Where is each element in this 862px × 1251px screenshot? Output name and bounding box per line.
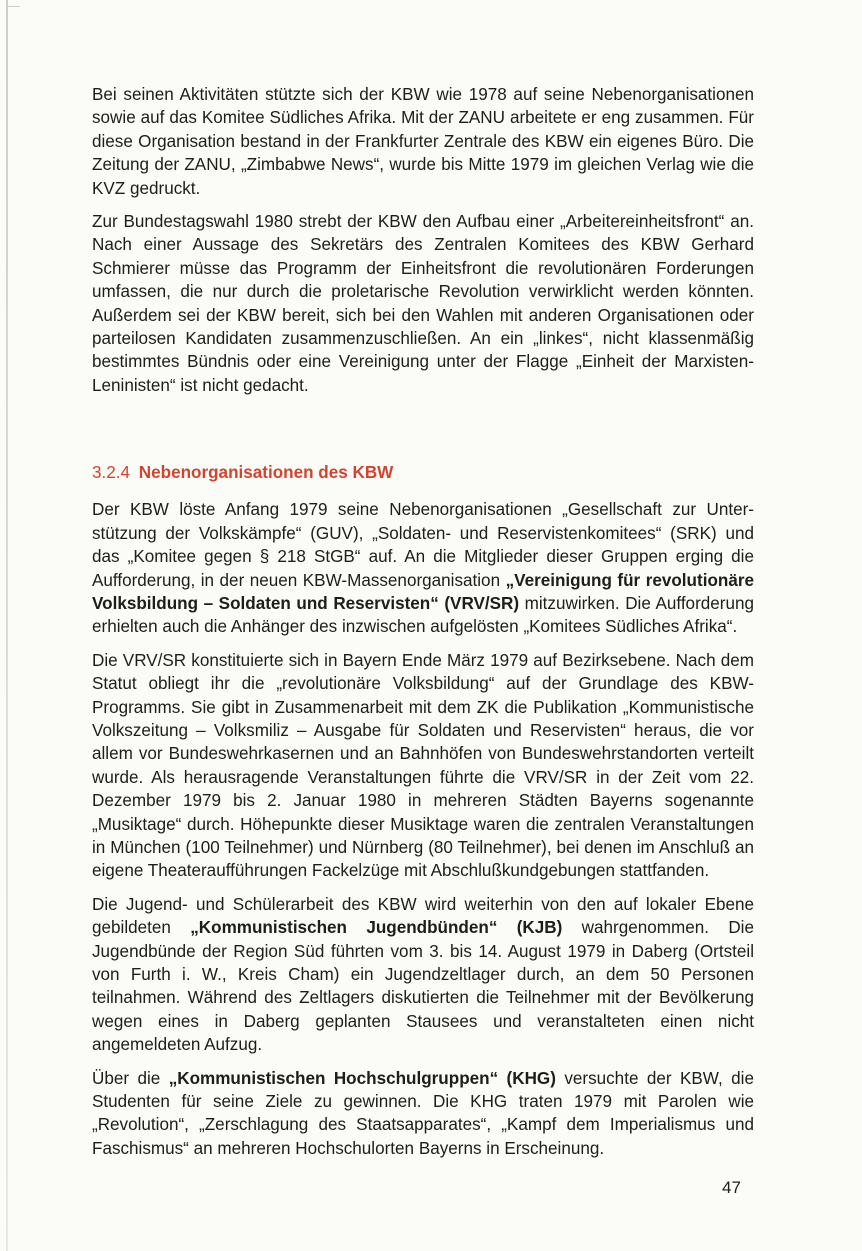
- bold-term-khg: „Kommunistischen Hochschulgruppen“ (KHG): [168, 1068, 556, 1088]
- page-number: 47: [722, 1178, 741, 1197]
- paragraph-kbw-activities: Bei seinen Aktivitäten stützte sich der KBW wie 1978 auf seine Nebenorganisationen sowie auf das Komitee Südliches Afrika. Mit der ZANU arbeitete er eng zusammen. Für diese Organisation bestand in der Frankfurter Zentrale des KBW ein eigenes Büro. Die Zeitung der ZANU, „Zimbabwe News“, wurde bis Mitte 1979 im gleichen Verlag wie die KVZ gedruckt.: [92, 85, 754, 198]
- bold-term-kjb: „Kommunistischen Jugendbünden“ (KJB): [190, 918, 563, 938]
- section-title: Nebenorganisationen des KBW: [138, 463, 394, 483]
- paragraph-kjb: [92, 893, 754, 1057]
- paragraph-vrv-sr: Die VRV/SR konstituierte sich in Bayern Ende März 1979 auf Bezirksebene. Nach dem Statut obliegt ihr die „revolutionäre Volksbildung“ auf der Grundlage des KBW-Programms. Sie gibt in Zusammenarbeit mit dem ZK die Publikation „Kommunistische Volkszeitung – Volksmiliz – Ausgabe für Soldaten und Reservisten“ heraus, die vor allem vor Bundeswehrkasernen und an Bahnhöfen von Bundeswehrstandorten verteilt wurde. Als herausragende Veranstaltungen führte die VRV/SR in der Zeit vom 22. Dezember 1979 bis 2. Januar 1980 in mehreren Städten Bayerns sogenannte „Musiktage“ durch. Höhepunkte dieser Musiktage waren die zentralen Veranstaltungen in München (100 Teilnehmer) und Nürnberg (80 Teilnehmer), bei denen im Anschluß an eigene Theateraufführungen Fackelzüge mit Abschlußkundgebungen stattfanden.: [92, 650, 754, 881]
- paragraph-text: mitzuwirken. Die Aufforderung erhielten auch die Anhänger des inzwischen aufgelösten „Komitees Südliches Afrika“.: [92, 593, 754, 637]
- paragraph-nebenorganisationen: [92, 498, 754, 638]
- bold-term-vrv-sr: „Vereinigung für revolutionäre Volksbildung – Soldaten und Reservisten“ (VRV/SR): [92, 570, 754, 613]
- paragraph-text: Der KBW löste Anfang 1979 seine Nebenorganisationen „Gesellschaft zur Unterstützung der Volkskämpfe“ (GUV), „Soldaten- und Reservistenkomitees“ (SRK) und das „Komitee gegen § 218 StGB“ auf. An die Mitglieder dieser Gruppen erging die Aufforderung, in der neuen KBW-Massenorganisation: [92, 500, 754, 590]
- paragraph-bundestagswahl: Zur Bundestagswahl 1980 strebt der KBW den Aufbau einer „Arbeitereinheitsfront“ an. Nach einer Aussage des Sekretärs des Zentralen Komitees des KBW Gerhard Schmierer müsse das Programm der Einheitsfront die revolutionären Forderungen umfassen, die nur durch die proletarische Revolution verwirklicht werden könnten. Außerdem sei der KBW bereit, sich bei den Wahlen mit anderen Organisationen oder parteilosen Kandidaten zusammenzuschließen. An ein „linkes“, nicht klassenmäßig bestimmtes Bündnis oder eine Vereinigung unter der Flagge „Einheit der Marxisten-Leninisten“ ist nicht gedacht.: [92, 212, 754, 395]
- page-edge-line: [6, 0, 8, 1251]
- section-heading: [92, 461, 754, 484]
- paragraph-khg: [92, 1067, 754, 1161]
- paragraph-text: Über die: [92, 1068, 169, 1088]
- page-edge-corner: [6, 6, 20, 7]
- paragraph-text: wahrgenommen. Die Jugendbünde der Region Süd führten vom 3. bis 14. August 1979 in Daberg (Ortsteil von Furth i. W., Kreis Cham) ein Jugendzeltlager durch, an dem 50 Personen teilnahmen. Während des Zeltlagers diskutierten die Teilnehmer mit der Bevölkerung wegen eines in Daberg geplanten Stausees und veranstalteten einen nicht angemeldeten Aufzug.: [92, 918, 754, 1055]
- paragraph-text: Die Jugend- und Schülerarbeit des KBW wird weiterhin von den auf lokaler Ebene gebildeten: [92, 894, 754, 938]
- section-number: 3.2.4: [92, 463, 131, 483]
- page-body: [92, 83, 754, 1170]
- paragraph-text: versuchte der KBW, die Studenten für seine Ziele zu gewinnen. Die KHG traten 1979 mit Parolen wie „Revolution“, „Zerschlagung des Staatsapparates“, „Kampf dem Imperialismus und Faschismus“ an mehreren Hochschulorten Bayerns in Erscheinung.: [92, 1068, 754, 1158]
